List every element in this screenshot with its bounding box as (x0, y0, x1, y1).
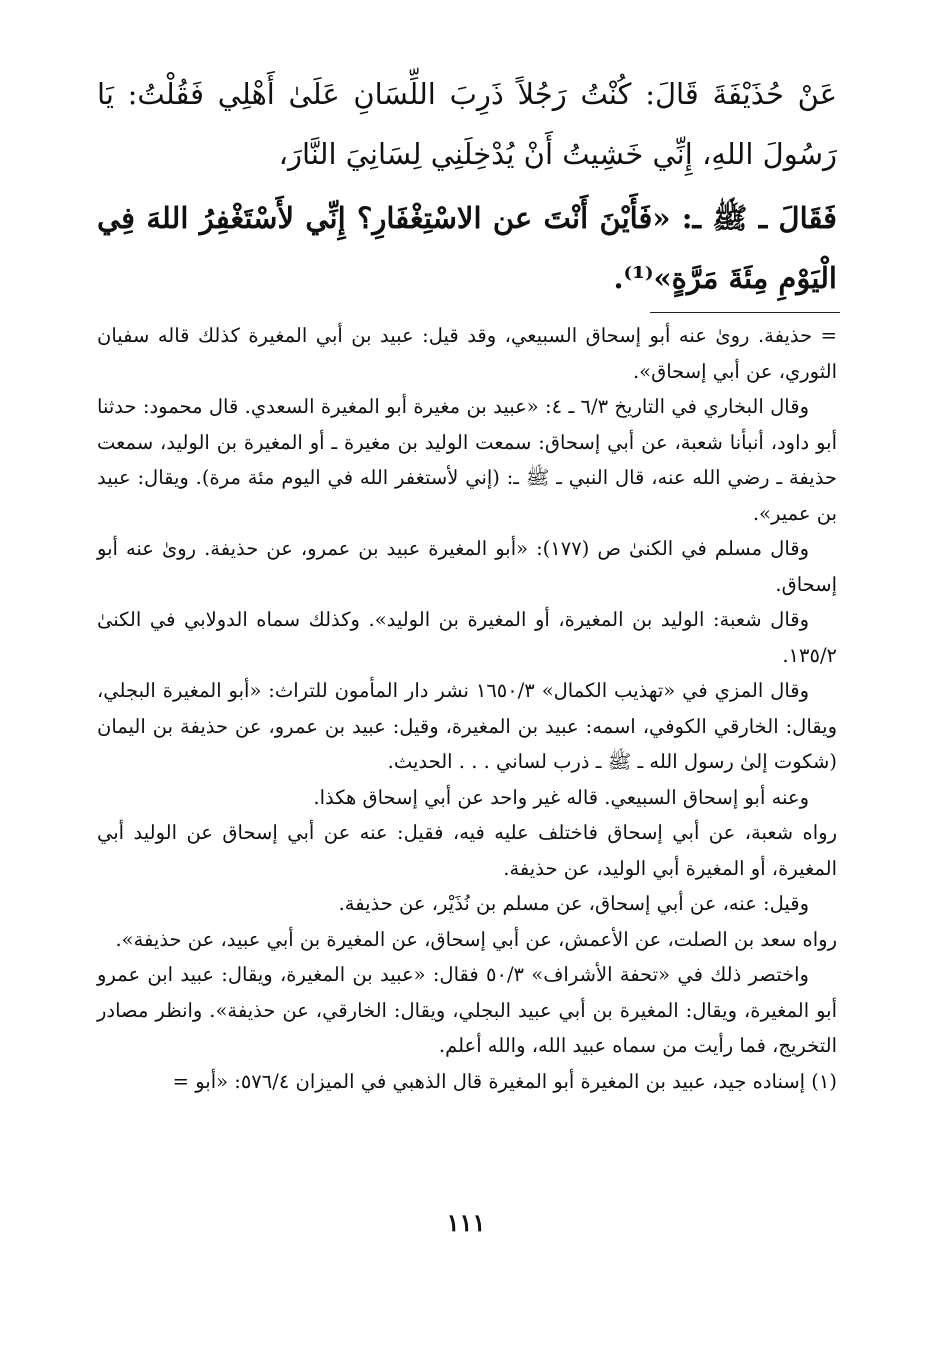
footnote-paragraph: وقيل: عنه، عن أبي إسحاق، عن مسلم بن نُذَيْر، عن حذيفة. (338, 892, 809, 915)
footnote-paragraph: رواه شعبة، عن أبي إسحاق فاختلف عليه فيه، فقيل: عنه عن أبي إسحاق عن الوليد أبي المغيرة، أو المغيرة أبي الوليد، عن حذيفة. (97, 821, 837, 880)
hadith-narration: عَنْ حُذَيْفَةَ قَالَ: كُنْتُ رَجُلاً ذَرِبَ اللِّسَانِ عَلَىٰ أَهْلِي فَقُلْتُ: يَا رَسُولَ اللهِ، إِنِّي خَشِيتُ أَنْ يُدْخِلَنِي لِسَانِيَ النَّارَ، (97, 77, 837, 171)
footnotes (97, 318, 837, 1099)
footnote-paragraph: وقال شعبة: الوليد بن المغيرة، أو المغيرة بن الوليد». وكذلك سماه الدولابي في الكنىٰ ١٣٥/٢. (97, 608, 837, 667)
hadith-text (97, 64, 837, 308)
hadith-prophet-reply: فَقَالَ ـ ﷺ ـ: «فَأَيْنَ أَنْتَ عن الاسْتِغْفَارِ؟ إِنِّي لأَسْتَغْفِرُ اللهَ فِي الْيَوْمِ مِئَةَ مَرَّةٍ»⁽¹⁾. (97, 201, 837, 295)
page-number: ١١١ (446, 1208, 486, 1237)
footnote-divider (650, 312, 840, 313)
footnote-paragraph: وقال البخاري في التاريخ ٦/٣ ـ ٤: «عبيد بن مغيرة أبو المغيرة السعدي. قال محمود: حدثنا أبو داود، أنبأنا شعبة، عن أبي إسحاق: سمعت الوليد بن مغيرة ـ أو المغيرة بن الوليد، سمعت حذيفة ـ رضي الله عنه، قال النبي ـ ﷺ ـ: (إني لأستغفر الله في اليوم مئة مرة). ويقال: عبيد بن عمير». (97, 395, 837, 525)
footnote-1: (١) إسناده جيد، عبيد بن المغيرة أبو المغيرة قال الذهبي في الميزان ٥٧٦/٤: «أبو = (172, 1069, 837, 1093)
footnote-paragraph: واختصر ذلك في «تحفة الأشراف» ٥٠/٣ فقال: «عبيد بن المغيرة، ويقال: عبيد ابن عمرو أبو المغيرة، ويقال: المغيرة بن أبي عبيد البجلي، ويقال: الخارقي، عن حذيفة». وانظر مصادر التخريج، فما رأيت من سماه عبيد الله، والله أعلم. (97, 963, 837, 1057)
footnote-paragraph: وقال مسلم في الكنىٰ ص (١٧٧): «أبو المغيرة عبيد بن عمرو، عن حذيفة. روىٰ عنه أبو إسحاق. (97, 537, 837, 596)
footnote-paragraph: رواه سعد بن الصلت، عن الأعمش، عن أبي إسحاق، عن المغيرة بن أبي عبيد، عن حذيفة». (115, 927, 837, 951)
footnote-paragraph: = حذيفة. روىٰ عنه أبو إسحاق السبيعي، وقد قيل: عبيد بن أبي المغيرة كذلك قاله سفيان الثوري، عن أبي إسحاق». (97, 324, 837, 383)
footnote-paragraph: وعنه أبو إسحاق السبيعي. قاله غير واحد عن أبي إسحاق هكذا. (313, 785, 809, 809)
footnote-paragraph: وقال المزي في «تهذيب الكمال» ١٦٥٠/٣ نشر دار المأمون للتراث: «أبو المغيرة البجلي، ويقال: الخارقي الكوفي، اسمه: عبيد بن المغيرة، وقيل: عبيد بن عمرو، عن حذيفة بن اليمان (شكوت إلىٰ رسول الله ـ ﷺ ـ ذرب لساني . . . الحديث. (97, 679, 837, 773)
